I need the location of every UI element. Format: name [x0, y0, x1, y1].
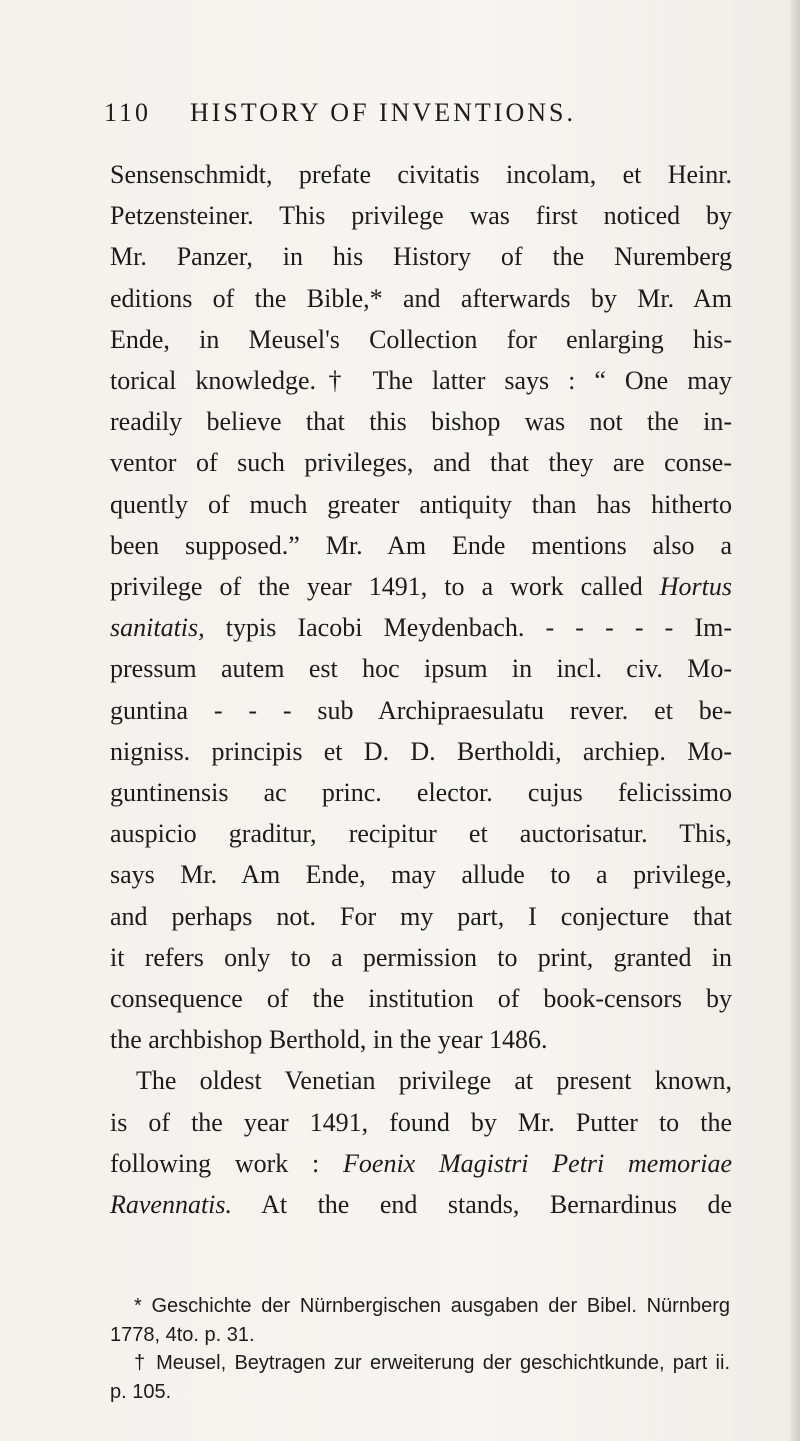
page-edge — [790, 0, 800, 1441]
text-line: says Mr. Am Ende, may allude to a privilege, — [110, 860, 732, 890]
page-header — [104, 98, 664, 138]
text-line — [110, 566, 732, 607]
text-line: is of the year 1491, found by Mr. Putter to the — [110, 1107, 732, 1137]
text-line: auspicio graditur, recipitur et auctorisatur. This, — [110, 819, 732, 849]
text-line: it refers only to a permission to print, granted in — [110, 942, 732, 972]
footnote-line: * Geschichte der Nürnbergischen ausgaben der Bibel. Nürnberg — [134, 1295, 730, 1317]
italic-title-fragment: sanitatis, — [110, 613, 205, 643]
text-line: Ende, in Meusel's Collection for enlarging his- — [110, 324, 732, 354]
text-line: the archbishop Berthold, in the year 1486. — [110, 1025, 548, 1055]
italic-title-fragment: Hortus — [659, 572, 732, 602]
text-line — [110, 1143, 732, 1184]
text-line: nigniss. principis et D. D. Bertholdi, archiep. Mo- — [110, 736, 732, 766]
text-line: and perhaps not. For my part, I conjecture that — [110, 901, 732, 931]
text-line: quently of much greater antiquity than has hitherto — [110, 489, 732, 519]
footnote-line: p. 105. — [110, 1380, 172, 1403]
text-line: guntinensis ac princ. elector. cujus felicissimo — [110, 778, 732, 808]
text-line: editions of the Bible,* and afterwards by Mr. Am — [110, 283, 732, 313]
text-line — [110, 1184, 732, 1225]
text-line: Mr. Panzer, in his History of the Nuremberg — [110, 242, 732, 272]
text-fragment: privilege of the year 1491, to a work called — [110, 572, 643, 602]
text-fragment: following work : — [110, 1148, 320, 1178]
text-fragment: typis Iacobi Meydenbach. - - - - - Im- — [225, 613, 733, 643]
text-line: consequence of the institution of book-censors by — [110, 984, 732, 1014]
italic-title-fragment: memoriae — [628, 1148, 732, 1178]
page-number: 110 — [104, 98, 152, 127]
text-line: ventor of such privileges, and that they are conse- — [110, 448, 732, 478]
footnote-line: † Meusel, Beytragen zur erweiterung der geschichtkunde, part ii. — [134, 1352, 730, 1374]
italic-title-fragment: Foenix — [343, 1148, 416, 1178]
body-text — [110, 154, 732, 1225]
footnotes — [110, 1292, 730, 1406]
running-title: HISTORY OF INVENTIONS. — [190, 98, 576, 127]
text-line: readily believe that this bishop was not the in- — [110, 407, 732, 437]
footnote-line: 1778, 4to. p. 31. — [110, 1323, 255, 1346]
text-line — [110, 607, 732, 648]
text-line: pressum autem est hoc ipsum in incl. civ. Mo- — [110, 654, 732, 684]
text-fragment: At the end stands, Bernardinus de — [261, 1190, 732, 1220]
italic-title-fragment: Ravennatis. — [110, 1190, 233, 1220]
italic-title-fragment: Magistri Petri — [438, 1148, 605, 1178]
text-line: Petzensteiner. This privilege was first noticed by — [110, 201, 732, 231]
text-line: The oldest Venetian privilege at present known, — [136, 1066, 732, 1096]
text-line: been supposed.” Mr. Am Ende mentions also a — [110, 530, 732, 560]
text-line: torical knowledge.† The latter says : “ One may — [110, 366, 732, 396]
text-line: guntina - - - sub Archipraesulatu rever. et be- — [110, 695, 732, 725]
text-line: Sensenschmidt, prefate civitatis incolam, et Heinr. — [110, 160, 732, 189]
